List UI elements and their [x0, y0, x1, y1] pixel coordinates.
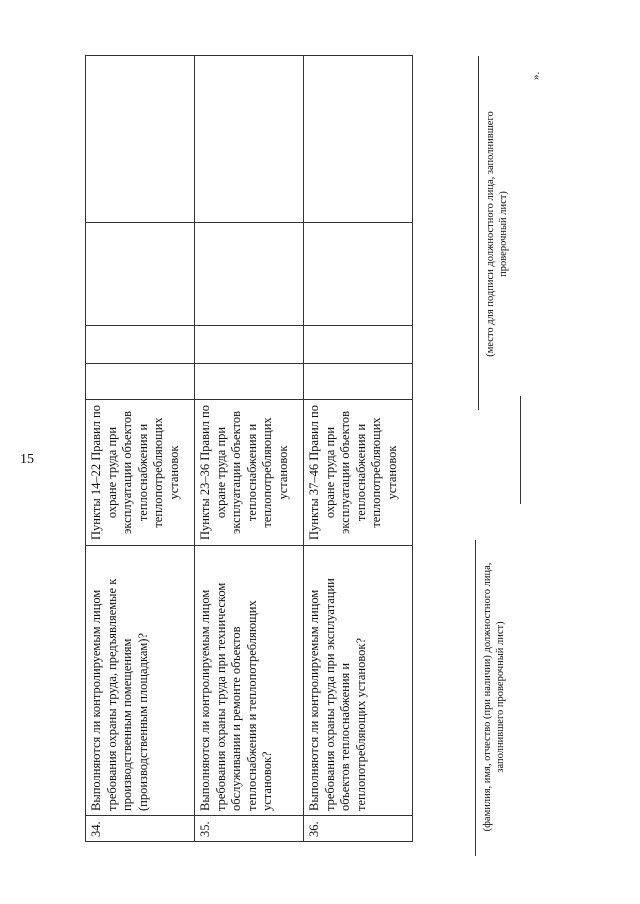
answer-no-cell[interactable] — [304, 326, 413, 364]
signature-place-line — [478, 56, 479, 410]
requirement-question: Выполняются ли контролируемым лицом требования охраны труда при техническом обслуживании и ремонте объектов теплоснабжения и теплопотребляющих установок? — [195, 546, 304, 816]
requirement-question: Выполняются ли контролируемым лицом требования охраны труда при эксплуатации объектов теплоснабжения и теплопотребляющих установок? — [304, 546, 413, 816]
name-line — [475, 540, 476, 856]
answer-no-cell[interactable] — [195, 326, 304, 364]
table-row — [195, 56, 304, 842]
note-cell[interactable] — [86, 56, 195, 223]
page-number: 15 — [20, 452, 34, 467]
table-row — [304, 56, 413, 842]
table-row — [86, 56, 195, 842]
legal-reference: Пункты 37–46 Правил по охране труда при эксплуатации объектов теплоснабжения и теплопотребляющих установок — [304, 400, 413, 546]
legal-reference: Пункты 14–22 Правил по охране труда при эксплуатации объектов теплоснабжения и теплопотребляющих установок — [86, 400, 195, 546]
legal-reference: Пункты 23–36 Правил по охране труда при эксплуатации объектов теплоснабжения и теплопотребляющих установок — [195, 400, 304, 546]
row-number: 36. — [304, 816, 413, 842]
requirement-question: Выполняются ли контролируемым лицом требования охраны труда, предъявляемые к производственным помещениям (производственным площадкам)? — [86, 546, 195, 816]
answer-not-applicable-cell[interactable] — [304, 223, 413, 326]
closing-quote: ». — [530, 71, 542, 80]
answer-yes-cell[interactable] — [304, 364, 413, 400]
signature-line — [520, 396, 521, 504]
answer-not-applicable-cell[interactable] — [195, 223, 304, 326]
note-cell[interactable] — [304, 56, 413, 223]
answer-no-cell[interactable] — [86, 326, 195, 364]
row-number: 35. — [195, 816, 304, 842]
note-cell[interactable] — [195, 56, 304, 223]
signature-caption: (место для подписи должностного лица, заполнившего проверочный лист) — [485, 111, 509, 357]
answer-yes-cell[interactable] — [195, 364, 304, 400]
name-caption: (фамилия, имя, отчество (при наличии) должностного лица, заполнившего проверочный лист) — [482, 562, 506, 832]
answer-yes-cell[interactable] — [86, 364, 195, 400]
row-number: 34. — [86, 816, 195, 842]
checklist-table — [85, 55, 413, 842]
answer-not-applicable-cell[interactable] — [86, 223, 195, 326]
